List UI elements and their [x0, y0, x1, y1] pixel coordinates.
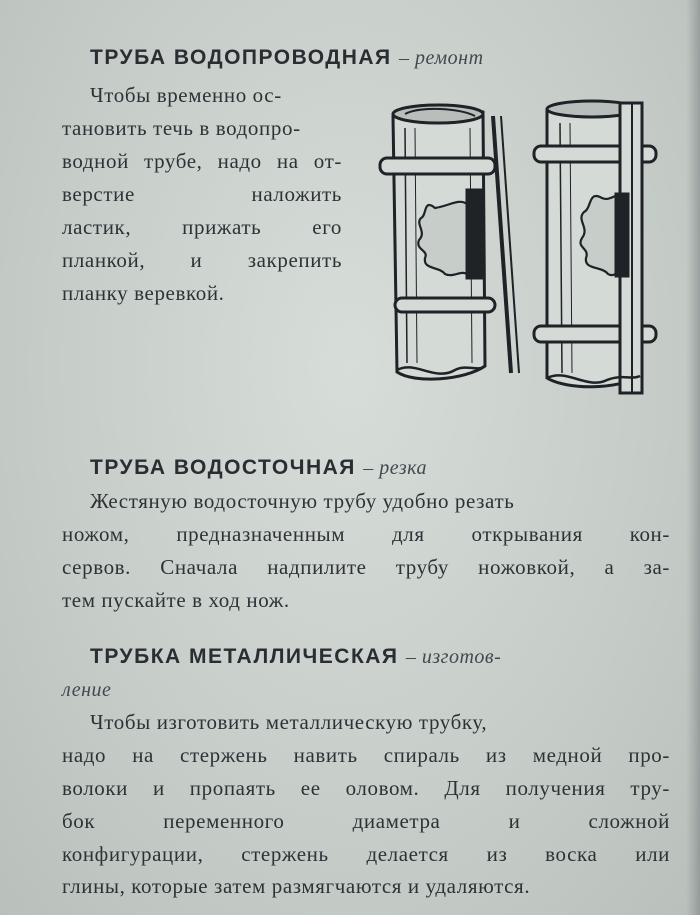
section-heading-continuation — [62, 678, 111, 702]
section-heading-metal-tube — [90, 645, 501, 669]
heading-text: ТРУБКА МЕТАЛЛИЧЕСКАЯ — [90, 645, 399, 668]
paragraph-line: ножом, предназначенным для открывания кон- — [62, 522, 670, 546]
paragraph-line: Чтобы изготовить металлическую трубку, — [90, 710, 488, 734]
heading-subtitle: – резка — [363, 457, 427, 479]
paragraph-line: планку веревкой. — [62, 281, 225, 305]
paragraph-line: планкой, и закрепить — [62, 248, 342, 272]
page-edge-shadow — [686, 0, 700, 915]
paragraph-line: бок переменного диаметра и сложной — [62, 809, 670, 833]
paragraph-line: конфигурации, стержень делается из воска или — [62, 842, 670, 866]
paragraph-line: надо на стержень навить спираль из медной про- — [62, 743, 670, 767]
pipe-with-plank-tied-icon — [532, 98, 672, 398]
paragraph-line: Жестяную водосточную трубу удобно резать — [90, 489, 515, 513]
paragraph-line: тановить течь в водопро- — [62, 116, 301, 140]
heading-subtitle: – изготов- — [405, 646, 502, 668]
paragraph-line: водной трубе, надо на от- — [62, 149, 342, 173]
paragraph-line: сервов. Сначала надпилите трубу ножовкой, а за- — [62, 555, 670, 579]
section-heading-water-pipe — [90, 46, 484, 70]
heading-subtitle: – ремонт — [399, 47, 484, 69]
paragraph-line: Чтобы временно ос- — [90, 83, 282, 107]
paragraph-line: волоки и пропаять ее оловом. Для получения тру- — [62, 776, 670, 800]
section-heading-drain-pipe — [90, 456, 427, 480]
paragraph-line: глины, которые затем размягчаются и удаляются. — [62, 874, 531, 898]
paragraph-line: тем пускайте в ход нож. — [62, 588, 290, 612]
heading-subtitle-cont: ление — [62, 679, 112, 701]
paragraph-line: ластик, прижать его — [62, 215, 342, 239]
pipe-with-plank-side-icon — [375, 98, 525, 398]
heading-text: ТРУБА ВОДОСТОЧНАЯ — [90, 456, 356, 479]
paragraph-line: верстие наложить — [62, 182, 342, 206]
heading-text: ТРУБА ВОДОПРОВОДНАЯ — [90, 46, 392, 69]
